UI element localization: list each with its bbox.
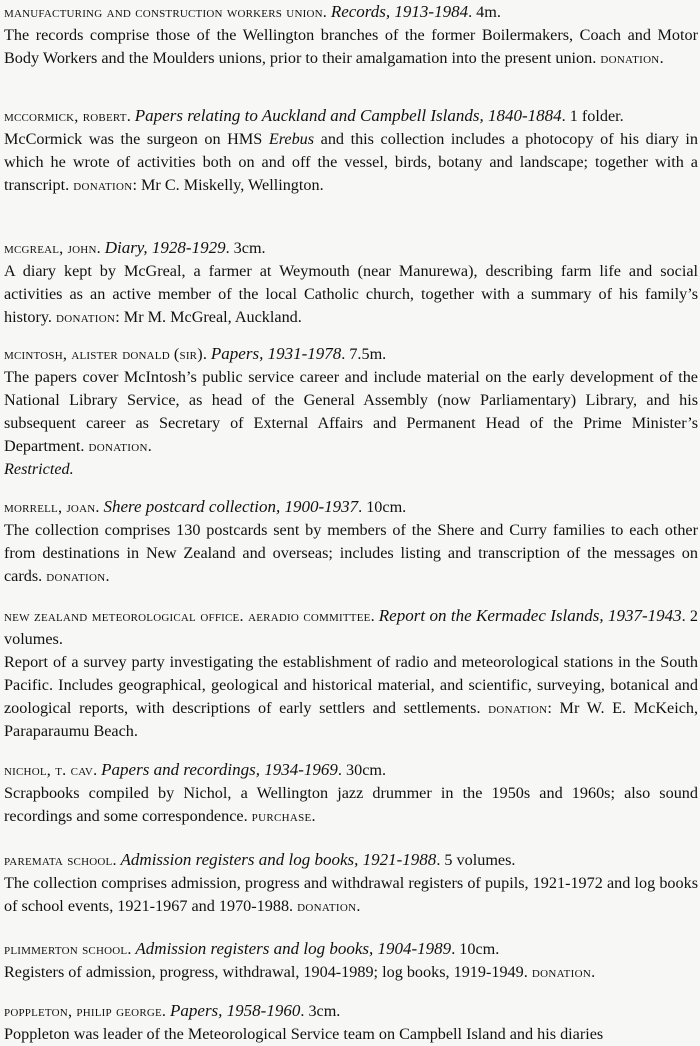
entry-extent: 7.5m.: [349, 345, 387, 363]
catalogue-entry: [4, 937, 595, 984]
entry-heading: plimmerton school. Admission registers and log books, 1904-1989. 10cm.: [4, 939, 500, 958]
entry-description: [4, 651, 698, 743]
description-text: Scrapbooks compiled by Nichol, a Wellington jazz drummer in the 1950s and 1960s; also sound recordings and some correspondence.: [4, 784, 698, 825]
catalogue-entry: [4, 104, 698, 197]
description-text: Registers of admission, progress, withdrawal, 1904-1989; log books, 1919-1949.: [4, 963, 528, 981]
source-label: donation: [46, 567, 106, 585]
entry-author: plimmerton school: [4, 940, 128, 958]
entry-title: Papers, 1958-1960: [170, 1001, 301, 1020]
description-text-cont: and this collection includes a photocopy of his diary in which he wrote of activities both on and off the vessel, birds, botany and landscape; together with a transcript.: [4, 130, 699, 194]
entry-author: new zealand meteorological office. aeradio committee: [4, 607, 371, 625]
description-text: McCormick was the surgeon on HMS: [4, 130, 263, 148]
entry-extent: 10cm.: [366, 498, 407, 516]
entry-extent: 1 folder.: [569, 107, 624, 125]
entry-description: The records comprise those of the Wellington branches of the former Boilermakers, Coach and Motor Body Workers and the Moulders unions, prior to their amalgamation into the present union. donation.: [4, 26, 698, 67]
entry-title: Diary, 1928-1929: [104, 238, 226, 257]
source-label: donation: [531, 963, 592, 981]
entry-heading: mccormick, robert. Papers relating to Auckland and Campbell Islands, 1840-1884. 1 folder.: [4, 106, 624, 125]
entry-extent: 10cm.: [459, 940, 500, 958]
entry-title: Admission registers and log books, 1921-1988: [120, 850, 437, 869]
access-restriction: Restricted.: [4, 460, 74, 478]
entry-extent: 3cm.: [308, 1002, 341, 1020]
description-text: The records comprise those of the Wellington branches of the former Boilermakers, Coach and Motor Body Workers and the Moulders unions, prior to their amalgamation into the present union.: [4, 26, 698, 67]
entry-title: Report on the Kermadec Islands, 1937-1943: [378, 606, 682, 625]
source-label: donation: [56, 308, 116, 326]
description-text: The papers cover McIntosh’s public service career and include material on the early development of the National Library Service, as head of the General Assembly (now Parliamentary) Library, and his subsequent career as Secretary of External Affairs and Permanent Head of the Prime Minister’s Department.: [4, 368, 698, 455]
entry-title: Papers and recordings, 1934-1969: [101, 760, 338, 779]
entry-author-honorific: sir: [179, 345, 198, 363]
entry-author: manufacturing and construction workers union: [4, 3, 323, 21]
entry-title: Records, 1913-1984: [330, 2, 469, 21]
catalogue-entry: [4, 342, 698, 481]
entry-heading: nichol, t. cav. Papers and recordings, 1934-1969. 30cm.: [4, 760, 387, 779]
entry-extent: 3cm.: [233, 239, 266, 257]
description-text: The collection comprises admission, progress and withdrawal registers of pupils, 1921-1972 and log books of school events, 1921-1967 and 1970-1988.: [4, 874, 698, 915]
entry-heading: morrell, joan. Shere postcard collection, 1900-1937. 10cm.: [4, 497, 407, 516]
source-label: donation: [73, 176, 133, 194]
entry-description: [4, 366, 698, 458]
entry-heading: manufacturing and construction workers union. Records, 1913-1984. 4m.: [4, 2, 501, 21]
entry-author: nichol, t. cav: [4, 761, 94, 779]
description-text: Poppleton was leader of the Meteorological Service team on Campbell Island and his diaries: [4, 1025, 604, 1043]
entry-heading: poppleton, philip george. Papers, 1958-1960. 3cm.: [4, 1001, 341, 1020]
entry-title: Shere postcard collection, 1900-1937: [103, 497, 359, 516]
entry-heading: mcintosh, alister donald (sir). Papers, 1931-1978. 7.5m.: [4, 344, 387, 363]
catalogue-entry: [4, 495, 698, 588]
entry-author: mcgreal, john: [4, 239, 97, 257]
entry-description: [4, 128, 698, 197]
entry-extent: 2 volumes.: [4, 607, 698, 648]
entry-description: [4, 260, 698, 329]
source-label: donation: [488, 699, 548, 717]
description-text: Report of a survey party investigating the establishment of radio and meteorological stations in the South Pacific. Includes geographical, geological and historical material, and scientific, surveying, botanical and zoological reports, with descriptions of early settlers and settlements.: [4, 653, 698, 717]
source-detail: : Mr M. McGreal, Auckland.: [115, 308, 302, 326]
source-label: purchase: [251, 807, 312, 825]
catalogue-entry: [4, 758, 698, 828]
source-label: donation: [88, 437, 148, 455]
description-text: A diary kept by McGreal, a farmer at Weymouth (near Manurewa), describing farm life and social activities as an active member of the local Catholic church, together with a summary of his family’s history.: [4, 262, 698, 326]
entry-extent: 4m.: [476, 3, 501, 21]
catalogue-entry: [4, 0, 698, 70]
entry-description: The collection comprises admission, progress and withdrawal registers of pupils, 1921-1972 and log books of school events, 1921-1967 and 1970-1988. donation.: [4, 874, 698, 915]
entry-author: mcintosh, alister donald: [4, 345, 170, 363]
entry-title: Papers relating to Auckland and Campbell Islands, 1840-1884: [134, 106, 562, 125]
source-detail: .: [147, 437, 152, 455]
entry-extent: 5 volumes.: [444, 851, 516, 869]
entry-author: morrell, joan: [4, 498, 96, 516]
catalogue-entry: [4, 999, 603, 1046]
entry-description: Registers of admission, progress, withdrawal, 1904-1989; log books, 1919-1949. donation.: [4, 963, 596, 981]
entry-description: Scrapbooks compiled by Nichol, a Wellington jazz drummer in the 1950s and 1960s; also sound recordings and some correspondence. purchase.: [4, 784, 698, 825]
source-label: donation: [297, 897, 357, 915]
vessel-name: Erebus: [268, 130, 315, 148]
entry-title: Admission registers and log books, 1904-1989: [135, 939, 452, 958]
entry-author: mccormick, robert: [4, 107, 127, 125]
catalogue-entry: [4, 236, 698, 329]
source-detail: : Mr C. Miskelly, Wellington.: [132, 176, 324, 194]
entry-heading: mcgreal, john. Diary, 1928-1929. 3cm.: [4, 238, 266, 257]
catalogue-entry: [4, 604, 698, 743]
entry-extent: 30cm.: [346, 761, 387, 779]
source-detail: : Mr W. E. McKeich, Paraparaumu Beach.: [4, 699, 699, 740]
entry-description: The collection comprises 130 postcards sent by members of the Shere and Curry families to each other from destinations in New Zealand and overseas; includes listing and transcription of the messages on cards. donation.: [4, 521, 698, 585]
catalogue-entry: [4, 848, 698, 918]
entry-author: paremata school: [4, 851, 113, 869]
description-text: The collection comprises 130 postcards sent by members of the Shere and Curry families to each other from destinations in New Zealand and overseas; includes listing and transcription of the messages on cards.: [4, 521, 698, 585]
source-label: donation: [600, 49, 660, 67]
entry-heading: paremata school. Admission registers and log books, 1921-1988. 5 volumes.: [4, 850, 516, 869]
entry-author: poppleton, philip george: [4, 1002, 162, 1020]
entry-description: [4, 1023, 603, 1046]
entry-title: Papers, 1931-1978: [210, 344, 342, 363]
entry-heading: new zealand meteorological office. aeradio committee. Report on the Kermadec Islands, 1937-1943. 2 volumes.: [4, 606, 698, 648]
